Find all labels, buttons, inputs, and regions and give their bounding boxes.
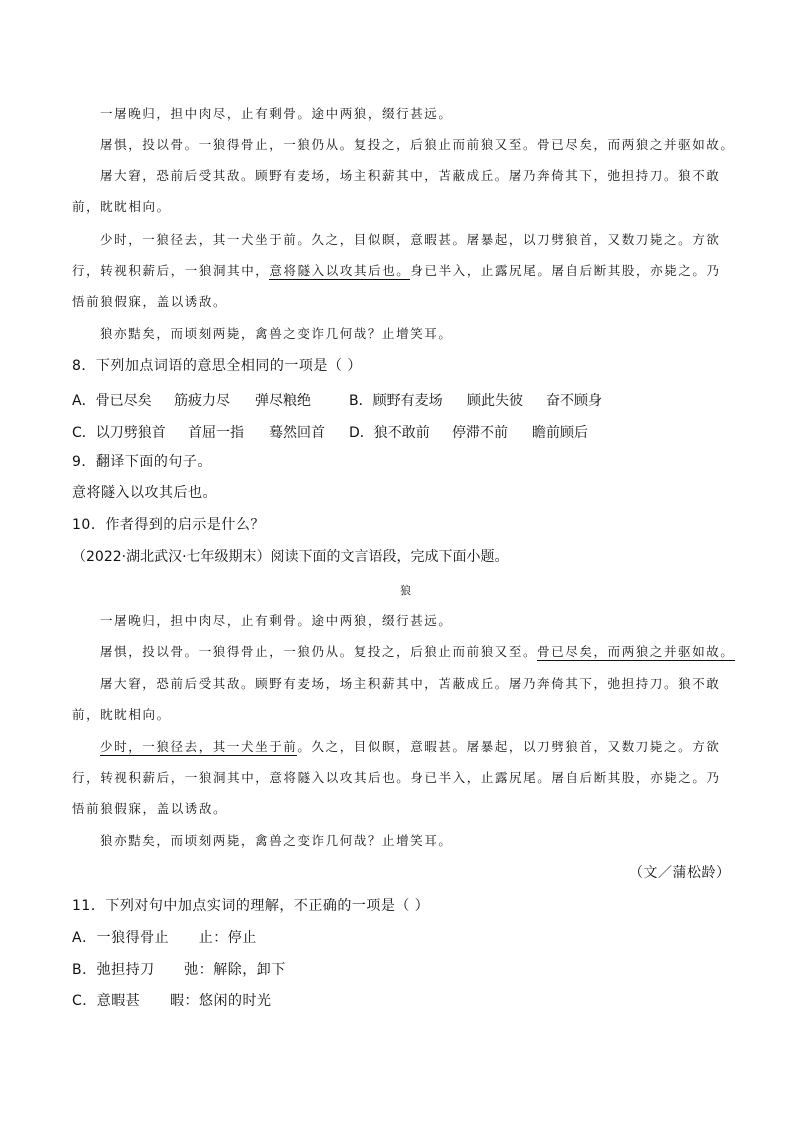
passage1-para3-line2: 前，眈眈相向。: [72, 199, 171, 214]
passage2-para2: [100, 644, 735, 660]
passage1-para4-line2: [72, 263, 721, 279]
q8-stem: 8．下列加点词语的意思全相同的一项是（ ）: [72, 358, 362, 374]
underlined-sentence: 意将隧入以攻其后也。: [269, 263, 411, 278]
passage1-para4-post: 身已半入，止露尻尾。屠自后断其股，亦毙之。乃: [410, 263, 721, 278]
passage2-source: （文／蒲松龄）: [629, 865, 731, 881]
q11-option-b: B．弛担持刀 弛：解除，卸下: [72, 962, 286, 978]
section2-intro: （2022·湖北武汉·七年级期末）阅读下面的文言语段，完成下面小题。: [72, 549, 509, 565]
q8-option-a: A．骨已尽矣: [72, 393, 152, 409]
q10-stem: 10．作者得到的启示是什么？: [72, 517, 265, 533]
q8-option-b-word2: 顾此失彼: [467, 393, 523, 409]
q9-sentence: 意将隧入以攻其后也。: [72, 485, 217, 501]
q8-option-c-word2: 首屈一指: [188, 425, 244, 441]
passage2-para4-post: 。久之，目似瞑，意暇甚。屠暴起，以刀劈狼首，又数刀毙之。方欲: [297, 739, 721, 754]
passage1-para4-line1: 少时，一狼径去，其一犬坐于前。久之，目似瞑，意暇甚。屠暴起，以刀劈狼首，又数刀毙之。方欲: [100, 232, 721, 247]
q8-option-d-word2: 停滞不前: [452, 425, 508, 441]
passage2-para3-line1: 屠大窘，恐前后受其敌。顾野有麦场，场主积薪其中，苫蔽成丘。屠乃奔倚其下，弛担持刀。狼不敢: [100, 676, 721, 691]
underlined-sentence-3: 少时，一狼径去，其一犬坐于前: [100, 739, 298, 754]
passage2-title: 狼: [400, 584, 413, 597]
q11-option-c: C．意暇甚 暇：悠闲的时光: [72, 993, 272, 1009]
passage2-para4-line3: 悟前狼假寐，盖以诱敌。: [72, 801, 228, 816]
underlined-sentence-2: 骨已尽矣，而两狼之并驱如故。: [537, 644, 735, 659]
q8-option-b-word3: 奋不顾身: [546, 393, 602, 409]
passage2-para4-line1: [100, 739, 720, 755]
passage1-para5: 狼亦黠矣，而顷刻两毙，禽兽之变诈几何哉？止增笑耳。: [100, 326, 453, 341]
q8-options-row2: [72, 422, 588, 442]
passage2-para3-line2: 前，眈眈相向。: [72, 707, 171, 722]
passage2-para4-line2: 行，转视积薪后，一狼洞其中，意将隧入以攻其后也。身已半入，止露尻尾。屠自后断其股，亦毙之。乃: [72, 770, 721, 785]
q9-stem: 9．翻译下面的句子。: [72, 454, 212, 470]
passage2-para5: 狼亦黠矣，而顷刻两毙，禽兽之变诈几何哉？止增笑耳。: [100, 833, 453, 848]
q8-option-c-word3: 蓦然回首: [269, 425, 325, 441]
passage2-para2-pre: 屠惧，投以骨。一狼得骨止，一狼仍从。复投之，后狼止而前狼又至。: [100, 644, 538, 659]
passage1-para3-line1: 屠大窘，恐前后受其敌。顾野有麦场，场主积薪其中，苫蔽成丘。屠乃奔倚其下，弛担持刀。狼不敢: [100, 168, 721, 183]
q8-option-c: C．以刀劈狼首: [72, 425, 166, 441]
q8-option-a-word2: 筋疲力尽: [174, 393, 230, 409]
passage2-para1: 一屠晚归，担中肉尽，止有剩骨。途中两狼，缀行甚远。: [100, 613, 453, 628]
passage1-para1: 一屠晚归，担中肉尽，止有剩骨。途中两狼，缀行甚远。: [100, 106, 453, 121]
q8-option-d: D．狼不敢前: [349, 425, 430, 441]
passage1-para4-pre: 行，转视积薪后，一狼洞其中，: [72, 263, 270, 278]
q11-option-a: A．一狼得骨止 止：停止: [72, 930, 257, 946]
q8-option-b: B．顾野有麦场: [349, 393, 443, 409]
passage1-para2: 屠惧，投以骨。一狼得骨止，一狼仍从。复投之，后狼止而前狼又至。骨已尽矣，而两狼之并驱如故。: [100, 137, 735, 152]
q11-stem: 11．下列对句中加点实词的理解，不正确的一项是（ ）: [72, 898, 430, 914]
q8-options-row1: [72, 390, 602, 410]
q8-option-a-word3: 弹尽粮绝: [255, 393, 311, 409]
q8-option-d-word3: 瞻前顾后: [532, 425, 588, 441]
passage1-para4-line3: 悟前狼假寐，盖以诱敌。: [72, 294, 228, 309]
